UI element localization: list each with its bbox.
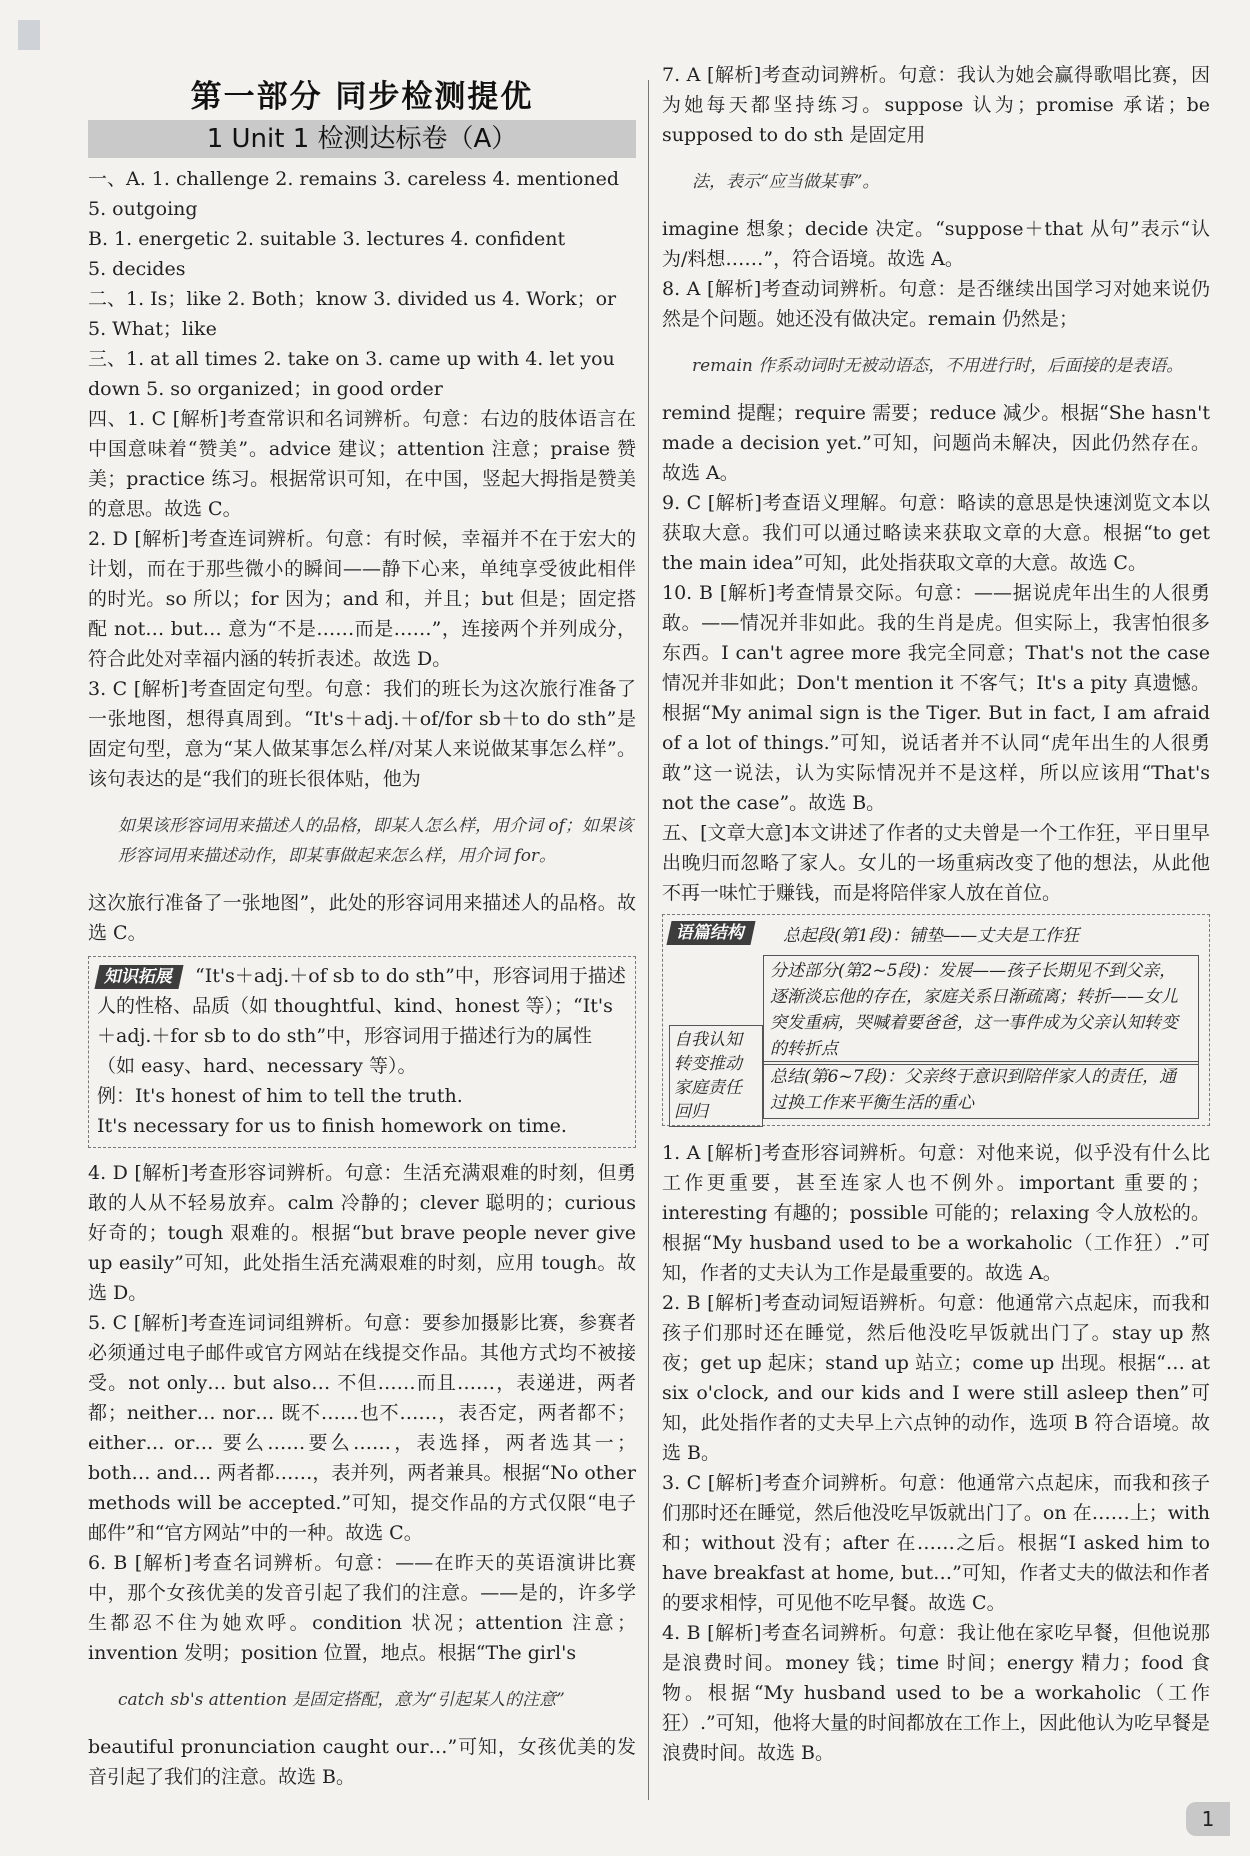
answer-line: 5. What；like xyxy=(88,318,217,340)
structure-theme: 自我认知转变推动家庭责任回归 xyxy=(669,1025,763,1127)
answer-item: 4. B [解析]考查名词辨析。句意：我让他在家吃早餐，但他说那是浪费时间。money 钱；time 时间；energy 精力；food 食物。根据“My husband used to be a workaholic（工作狂）.”可知，他将大量的时间都放在工作上，因此他认为吃早餐是浪费时间。故选 B。 xyxy=(662,1622,1210,1764)
answer-item: 9. C [解析]考查语义理解。句意：略读的意思是快速浏览文本以获取大意。我们可以通过略读来获取文章的大意。根据“to get the main idea”可知，此处指获取文章的大意。故选 C。 xyxy=(662,492,1210,574)
answer-item: 4. D [解析]考查形容词辨析。句意：生活充满艰难的时刻，但勇敢的人从不轻易放弃。calm 冷静的；clever 聪明的；curious 好奇的；tough 艰难的。根据“but brave people never give up easily”可知，此处指生活充满艰难的时刻，应用 tough。故选 D。 xyxy=(88,1162,636,1304)
answer-line: down 5. so organized；in good order xyxy=(88,378,443,400)
answer-line: 三、1. at all times 2. take on 3. came up with 4. let you xyxy=(88,348,615,370)
structure-body: 分述部分(第2~5段)：发展——孩子长期见不到父亲，逐渐淡忘他的存在，家庭关系日渐疏离；转折——女儿突发重病，哭喊着要爸爸，这一事件成为父亲认知转变的转折点 xyxy=(763,955,1199,1065)
handwritten-note: remain 作系动词时无被动语态，不用进行时，后面接的是表语。 xyxy=(692,356,1184,376)
answer-continuation: 这次旅行准备了一张地图”，此处的形容词用来描述人的品格。故选 C。 xyxy=(88,892,636,944)
knowledge-example: It's necessary for us to finish homework on time. xyxy=(97,1115,567,1137)
answer-item: 8. A [解析]考查动词辨析。句意：是否继续出国学习对她来说仍然是个问题。她还没有做决定。remain 仍然是； xyxy=(662,278,1210,330)
answer-line: 一、A. 1. challenge 2. remains 3. careless 4. mentioned xyxy=(88,168,619,190)
handwritten-note: catch sb's attention 是固定搭配，意为“引起某人的注意” xyxy=(118,1690,565,1710)
answer-line: 5. outgoing xyxy=(88,198,198,220)
answer-line: 二、1. Is；like 2. Both；know 3. divided us 4. Work；or xyxy=(88,288,617,310)
knowledge-box-title: 知识拓展 xyxy=(94,965,183,989)
handwritten-note: 如果该形容词用来描述人的品格，即某人怎么样，用介词 of；如果该形容词用来描述动作，即某事做起来怎么样，用介词 for。 xyxy=(118,816,633,866)
answer-item: 10. B [解析]考查情景交际。句意：——据说虎年出生的人很勇敢。——情况并非如此。我的生肖是虎。但实际上，我害怕很多东西。I can't agree more 我完全同意；That's not the case 情况并非如此；Don't mention it 不客气；It's a pity 真遗憾。根据“My animal sign is the Tiger. But in fact, I am afraid of a lot of things.”可知，说话者并不认同“虎年出生的人很勇敢”这一说法，认为实际情况并不是这样，所以应该用“That's not the case”。故选 B。 xyxy=(662,582,1210,814)
answer-item: 5. C [解析]考查连词词组辨析。句意：要参加摄影比赛，参赛者必须通过电子邮件或官方网站在线提交作品。其他方式均不被接受。not only… but also… 不但……而且……，表递进，两者都；neither… nor… 既不……也不……，表否定，两者都不；either… or… 要么……要么……，表选择，两者选其一；both… and… 两者都……，表并列，两者兼具。根据“No other methods will be accepted.”可知，提交作品的方式仅限“电子邮件”和“官方网站”中的一种。故选 C。 xyxy=(88,1312,636,1544)
answer-item: 7. A [解析]考查动词辨析。句意：我认为她会赢得歌唱比赛，因为她每天都坚持练习。suppose 认为；promise 承诺；be supposed to do sth 是固定用 xyxy=(662,64,1210,146)
answer-item: 四、1. C [解析]考查常识和名词辨析。句意：右边的肢体语言在中国意味着“赞美”。advice 建议；attention 注意；praise 赞美；practice 练习。根据常识可知，在中国，竖起大拇指是赞美的意思。故选 C。 xyxy=(88,408,636,520)
unit-title: 1 Unit 1 检测达标卷（A） xyxy=(88,120,636,158)
structure-conclusion: 总结(第6~7段)：父亲终于意识到陪伴家人的责任，通过换工作来平衡生活的重心 xyxy=(763,1061,1199,1119)
knowledge-box-text: “It's＋adj.＋of sb to do sth”中，形容词用于描述人的性格、品质（如 thoughtful、kind、honest 等）；“It's＋adj.＋for sb to do sth”中，形容词用于描述行为的属性（如 easy、hard、necessary 等）。 xyxy=(97,965,626,1077)
structure-opening: 总起段(第1段)：铺垫——丈夫是工作狂 xyxy=(783,926,1080,946)
answer-item: 3. C [解析]考查介词辨析。句意：他通常六点起床，而我和孩子们那时还在睡觉，然后他没吃早饭就出门了。on 在……上；with 和；without 没有；after 在……之后。根据“I asked him to have breakfast at home, but…”可知，作者丈夫的做法和作者的要求相悖，可见他不吃早餐。故选 C。 xyxy=(662,1472,1210,1614)
answer-continuation: imagine 想象；decide 决定。“suppose＋that 从句”表示“认为/料想……”，符合语境。故选 A。 xyxy=(662,218,1210,270)
passage-summary: 五、[文章大意]本文讲述了作者的丈夫曾是一个工作狂，平日里早出晚归而忽略了家人。女儿的一场重病改变了他的想法，从此他不再一味忙于赚钱，而是将陪伴家人放在首位。 xyxy=(662,822,1210,904)
knowledge-example: 例：It's honest of him to tell the truth. xyxy=(97,1085,463,1107)
answer-continuation: beautiful pronunciation caught our…”可知，女孩优美的发音引起了我们的注意。故选 B。 xyxy=(88,1736,636,1788)
structure-title: 语篇结构 xyxy=(666,921,755,945)
answer-item: 2. B [解析]考查动词短语辨析。句意：他通常六点起床，而我和孩子们那时还在睡觉，然后他没吃早饭就出门了。stay up 熬夜；get up 起床；stand up 站立；come up 出现。根据“… at six o'clock, and our kids and I were still asleep then”可知，此处指作者的丈夫早上六点钟的动作，选项 B 符合语境。故选 B。 xyxy=(662,1292,1210,1464)
answer-item: 6. B [解析]考查名词辨析。句意：——在昨天的英语演讲比赛中，那个女孩优美的发音引起了我们的注意。——是的，许多学生都忍不住为她欢呼。condition 状况；attention 注意；invention 发明；position 位置，地点。根据“The girl's xyxy=(88,1552,636,1664)
structure-diagram xyxy=(662,914,1210,1126)
binding-edge xyxy=(18,20,40,50)
page-number: 1 xyxy=(1186,1802,1230,1836)
answer-item: 3. C [解析]考查固定句型。句意：我们的班长为这次旅行准备了一张地图，想得真周到。“It's＋adj.＋of/for sb＋to do sth”是固定句型，意为“某人做某事怎么样/对某人来说做某事怎么样”。该句表达的是“我们的班长很体贴，他为 xyxy=(88,678,636,790)
answer-item: 2. D [解析]考查连词辨析。句意：有时候，幸福并不在于宏大的计划，而在于那些微小的瞬间——静下心来，单纯享受彼此相伴的时光。so 所以；for 因为；and 和，并且；but 但是；固定搭配 not… but… 意为“不是……而是……”，连接两个并列成分，符合此处对幸福内涵的转折表述。故选 D。 xyxy=(88,528,636,670)
handwritten-note: 法，表示“应当做某事”。 xyxy=(692,172,880,192)
right-column xyxy=(662,60,1210,1768)
main-title: 第一部分 同步检测提优 xyxy=(190,79,534,115)
answer-continuation: remind 提醒；require 需要；reduce 减少。根据“She hasn't made a decision yet.”可知，问题尚未解决，因此仍然存在。故选 A。 xyxy=(662,402,1210,484)
answer-line: B. 1. energetic 2. suitable 3. lectures 4. confident xyxy=(88,228,566,250)
left-column xyxy=(88,60,636,1792)
knowledge-box xyxy=(88,956,636,1148)
column-divider xyxy=(648,80,649,1800)
answer-line: 5. decides xyxy=(88,258,186,280)
answer-item: 1. A [解析]考查形容词辨析。句意：对他来说，似乎没有什么比工作更重要，甚至连家人也不例外。important 重要的；interesting 有趣的；possible 可能的；relaxing 令人放松的。根据“My husband used to be a workaholic（工作狂）.”可知，作者的丈夫认为工作是最重要的。故选 A。 xyxy=(662,1142,1210,1284)
